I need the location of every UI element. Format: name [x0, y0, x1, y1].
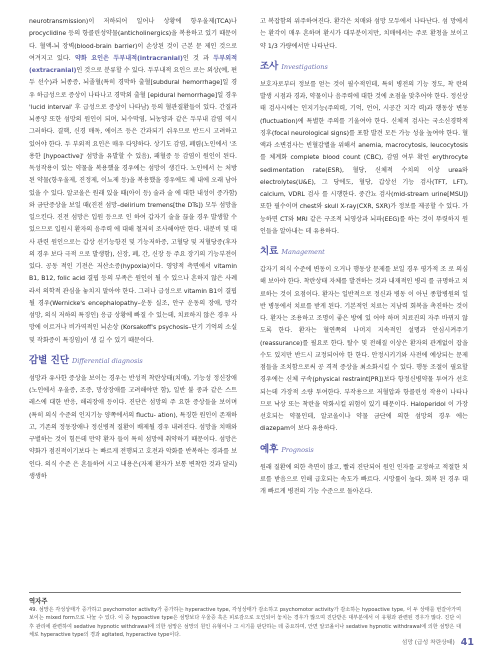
right-column: [260, 16, 468, 498]
text-line: 력)과 행동상 변동(fluctuation)에 특별한 주의를 기울여야 한다. 신체적: [260, 105, 469, 125]
text-line: 부외적 요인은 매우 다양하다. 상기도 감염, 폐렴(노인에서 '조용한: [29, 140, 237, 160]
text-line: 때문이다. 혈액-뇌 장벽(blood-brain barrier)이 손상된 것이 근본 문: [29, 30, 237, 50]
text-line: 나타남) 등의 혈관질환들이 있다. 간질과 뇌종양 또한 섬망의 원인이: [29, 103, 237, 123]
heading-english: Management: [281, 248, 325, 256]
text-line: 라서 의학적 관심을 놓치지 말아야 한다. 그러나 급성으로: [29, 287, 182, 295]
text-line: 갑자기 의식 수준에 변동이 오거나 행동상 문제를 보일 경우 평가적 조: [260, 266, 447, 273]
text-line: 망에서는 환각이 매우 흔하며 환시가 대부분이지만, 치매에서는 주로: [260, 18, 468, 38]
text-line: chest와 skull X-ray(CXR, SXR)가 정보를 제공할 수 있다. 가능하면: [260, 203, 469, 223]
section-heading-differential: [29, 354, 237, 368]
text-line: [epidural hemorrhage]일 경우 'lucid interval' 후 급성으로 증상이: [29, 91, 237, 111]
text-line: 성을 높여야 한다. 혈액과 소변검사는 빈혈감별을 위해서 anemia,: [260, 129, 468, 149]
text-line: 전해질 이상은 환자의 관계없이 잡을 수도 있지만 반드시 교정되어야: [260, 339, 469, 359]
text-line: 그 당에도, 혈당, 갑상선 기능 검사(TFT, LFT), calcium, VDRL 검사: [260, 178, 469, 198]
text-line: hemorrhage]일 경우 하급성으로 증상이 나타나고 경막외 출혈: [29, 79, 238, 99]
text-line: 선기능항진 및 기능저하증, 고혈당 및 저혈당증(후자의 경우 보다 극적: [29, 238, 237, 258]
text-line: 격적 증상을 최소화시킬 수 있다. 행동 조절이 필요할 경우에는 신체: [260, 364, 468, 384]
text-line: 안구 운동의 장애, 망각 섬망, 의식 저하의 특징인) 응급 상황에 빠질 수: [29, 299, 237, 319]
text-line: 는 빠르게 전행되고 호전과 악화를 반복하는 경과를 보인다. 의식 수준: [29, 448, 238, 468]
highlight-term: 두부외적(extracranial): [29, 54, 238, 74]
text-line: 란의 발생 시점과 경과, 약물이나 음주력에 대한 것에 초점을 맞추어야: [260, 80, 468, 100]
continuation-paragraph: [260, 16, 468, 53]
text-line: 으로 발생함), 신장, 폐, 간, 신장 등 주요 장기의 기능부전이 있다. 공동: [29, 250, 237, 270]
heading-english: Prognosis: [281, 445, 314, 454]
text-line: 한 한다. 안정시키기와 사전에 예상되는 문제점들을 조치함으로써 공: [260, 351, 468, 371]
text-line: neurotransmission)이 저하되어 일어나 상황에 항우울제(TCA)나: [29, 18, 237, 25]
text-line: 로 의심해 보아야 한다. 착란상태 자체를 발견하는 것과 내재적인 병리: [260, 266, 469, 286]
text-line: 를 시행한다. 중간뇨 검사(mid-stream urine[MSU]) 또한 필수이며: [260, 191, 469, 211]
text-line: 환청을 보이고 약 1/3 가량에서만 나타난다.: [260, 30, 469, 50]
text-line: 하여 갑자기 술을 끊을 경우 발생할 수 있으므로 입원시 환자의 음주력: [29, 214, 237, 234]
section-heading-management: [260, 245, 468, 259]
differential-paragraph: [29, 373, 237, 483]
text-line: ation), 특징한 원인이 존재하고, 기존의 정동장애나 정신병적 질환이: [29, 411, 238, 431]
section-heading-investigations: [260, 60, 468, 74]
text-line: 독성작용이 있는 약물을 복용했을 경우에는 섬망이 생긴다. 노인에서: [29, 165, 215, 172]
intro-paragraph: [29, 16, 237, 347]
text-line: 제인 것으로 여겨지고 있다.: [29, 42, 238, 62]
text-line: 에 대한 내성이 증가함)와 금단증상을 보일 때(진전 섬망–delirium: [29, 189, 238, 209]
text-line: 가장적 소량 투여한다. 부작용으로 저혈압과 항콜린성 작용이 나타나: [280, 388, 469, 396]
text-line: 중과 같은 스트레스에 대한 반응, 해리장애 등이다. 진단은 섬망의 주: [29, 387, 238, 407]
section-heading-prognosis: [260, 443, 468, 457]
text-line: 배제될 경우 내려진다. 섬망을 치매와 구별하는 것이 힘든데 만약 환자: [29, 423, 237, 443]
text-line: 적인 기전은 저산소증(hypoxia)이다. 영양적 측면에서 vitamin B1,: [29, 263, 237, 283]
text-line: tremens[the DTs]) 모두 섬망을 일으킨다. 진전 섬망은 입원 등으로 인: [29, 201, 237, 221]
text-line: 내에 오래 남아 있을 수 있다. 알코올은 원래 있을 때(아이 등) 술과 술: [29, 177, 237, 197]
text-line: 에는 diazepam이 보다 유용하다.: [260, 413, 468, 433]
heading-korean: 감별 진단: [29, 354, 70, 366]
text-line: 매독, 에이즈 등은 간과되기 쉬우므로 반드시 고려하고 있어야 한다. 두: [29, 128, 237, 148]
text-line: 들이 특히 섬망에 취약하기 때문이다. 섬망은 약화가 점진적이기보다: [29, 436, 237, 456]
text-line: 이 가장 선호되는 약물인데, 알코올이나 약물 금단에 의한 섬망의 경우: [260, 400, 468, 420]
text-line: 를 규명하고 치료하는 것이 요점이다. 환자는 일반적으로 정신과 병동: [260, 278, 468, 298]
text-line: 길 수 있기 때문이다.: [98, 336, 154, 344]
text-line: 원래 질환에 의한 측면이 많고, 빨리 진단되어 원인 인자를 교정하고: [260, 463, 441, 471]
text-line: 은 흔들하여 시고 내용은(자제 환자가 보통 변착한 것과 달리) 생생하: [29, 460, 237, 480]
heading-korean: 예후: [260, 443, 279, 455]
text-line: 요한 증상들을 보이며(특히 의식 수준의 인지기능 양쪽에서의 fluctu-: [29, 399, 238, 419]
text-line: 한다. 정신상태 검사시에는 인지기능(주의력, 기억, 언어, 시공간 지각: [260, 93, 468, 113]
text-line: 인 것: [182, 54, 199, 62]
heading-english: Investigations: [281, 62, 328, 71]
text-line: 보호자로부터 정보를 얻는 것이 필수적인데, 특히 병전의 기능 정도, 착: [260, 80, 454, 88]
footer-section-title: 섬망 (급성 착란상태): [401, 640, 455, 646]
footnote-body: 49. 섬망은 각성상태가 증가하고 psychomotor activity가 증가하는 hyperactive type, 각성상태가 감소하고 psychomotor activity가 감소하는 hypoactive type, 이 두 상태를 번갈아가며 보이는 mixed form으로 나눌 수 있다. 이 중 hypoactive type은 섬망보다 우울증 혹은 피로감으로 오인되어 놓치는 경우가 많으며 진단받은 대부분에서 이 유형과 관련된 경우가 많다. 진단 이후 관리에 관련하여 sedative hypnotic withdrawal에 의한 섬망은 섬망의 원인 유형이나 그 시기를 판단하는 데 중요하며, 안면 알코올이나 sedative hypnotic withdrawal에 의한 섬망은 대체로 hyperactive type의 경과 agitated, hyperactive type이다.: [29, 607, 461, 639]
text-line: 지속적인 설명과 안심시켜주기(reassurance)를 필요로 한다. 탈수 및: [260, 327, 469, 347]
heading-korean: 치료: [260, 246, 279, 257]
footnote-rule: [29, 592, 461, 593]
text-line: (Korsakoff's psychosis–단기 기억의 소실 및 작화증이 특징임)이 생: [29, 324, 238, 344]
text-line: 지남력 회복을 촉진하는 것이다. 환자는 조용하고 조명이 좋은 방에 있: [260, 302, 468, 322]
text-line: 므로 낙상 또는 착란을 악화시킬 위험이 있기 때문이다. Haloperidol: [260, 400, 446, 408]
prognosis-paragraph: [260, 462, 468, 499]
text-line: 정신장애(노인에서 우울증, 조증, 망상장애를 고려해야만 함), 일반 불: [29, 374, 237, 394]
text-line: 이 아닌 종합병원의 일반 병동에서 치료를 받게 된다. 기본적인 치료는: [260, 290, 468, 310]
text-line: 는 처방된 약물(항우울제, 진정제, 이뇨제 등)을 복용했을 경우에도 체: [29, 165, 238, 185]
heading-english: Differential diagnosis: [72, 356, 143, 365]
text-line: (CBC), 감염 여부 확인 erythrocyte sedimentation rate(ESR),: [260, 154, 468, 174]
text-line: 원인들을 알아내는 데 유용하다.: [260, 215, 468, 235]
text-line: 로는 외상(예, 편두 선수)과 뇌종증, 뇌졸혈(특히 경막하 출혈[subdural: [29, 67, 238, 87]
text-line: 구속(physical restraint[PR])보다 항정신병약물 투여가 선호되는데: [260, 376, 468, 396]
footnote-title: 역자주: [29, 597, 48, 605]
text-line: 고 복잡함의 위주하여진다. 환각은 치매와 섬망 모두에서 나타난다. 섬: [260, 18, 448, 25]
page-footer: [402, 637, 474, 648]
text-line: 과: [203, 54, 214, 62]
text-line: [hypoactive]' 섬망을 유발할 수 있음), 패혈증 등 감염이 원인이 된다.: [43, 152, 238, 160]
text-line: 어야 하며 치료진의 자주 바뀌지 않도록 한다. 환자는 혈연쪽의 나머지: [260, 315, 468, 335]
text-line: CT와 MRI 같은 구조적 뇌영상과 뇌파(EEG)를 하는 것이 뚜렷하지: [280, 215, 460, 223]
management-paragraph: [260, 264, 468, 436]
text-line: 적절한 치료를 받음으로 인해 급호되는 속도가 빠르다. 시망률이 높다. 회복: [260, 463, 468, 483]
text-line: 혈당, 신체적 수치의 이상 urea와 electrolytes(U&E),: [260, 166, 468, 186]
text-line: macrocytosis, leucocytosis를 체계화 complete blood count: [260, 142, 469, 162]
text-line: procyclidine 등의 항콜린성약물(anticholinergics)을 복용하고 있기: [29, 30, 218, 38]
text-line: 인 것으로 분류할 수 있다. 두부내적 요인으: [76, 67, 192, 74]
text-line: vitamin B1이 결핍될 경우(Wernicke's encephalopathy–운동 실조,: [29, 287, 237, 307]
text-line: 되며, 뇌수막염, 뇌농양과 같은 두부내 감염 역시 그러하다. 결핵, 신경: [29, 116, 238, 136]
highlight-term: 약화 요인은 두부내적(intracranial): [74, 54, 183, 62]
text-line: 된 경우 대개 빠르게 병전의 기능 수준으로 돌아온다.: [260, 475, 469, 495]
text-line: 에 대해 철저히 조사해야만 한다. 내분비 및 대사 관련 원인으로는 갑상: [29, 226, 237, 246]
heading-korean: 조사: [260, 60, 279, 72]
text-line: 검사는 국소신경학적 징후(focal neurological signs)를 포함 발견 모든 가능: [260, 117, 469, 137]
investigations-paragraph: [260, 79, 468, 238]
page-number: 41: [460, 637, 474, 648]
text-line: B12, folic acid 결핍 등의 부족은 원인이 될 수 있으나 흔하지 않은 사례: [41, 275, 237, 283]
text-line: 섬망과 유사한 증상을 보이는 경우는 반성적 착란상태(치매), 기능성: [29, 374, 212, 382]
left-column: [29, 16, 237, 483]
text-line: 있는데, 치료하지 않은 경우 사망에 이르거나 비가역적인 뇌손상: [29, 312, 237, 332]
